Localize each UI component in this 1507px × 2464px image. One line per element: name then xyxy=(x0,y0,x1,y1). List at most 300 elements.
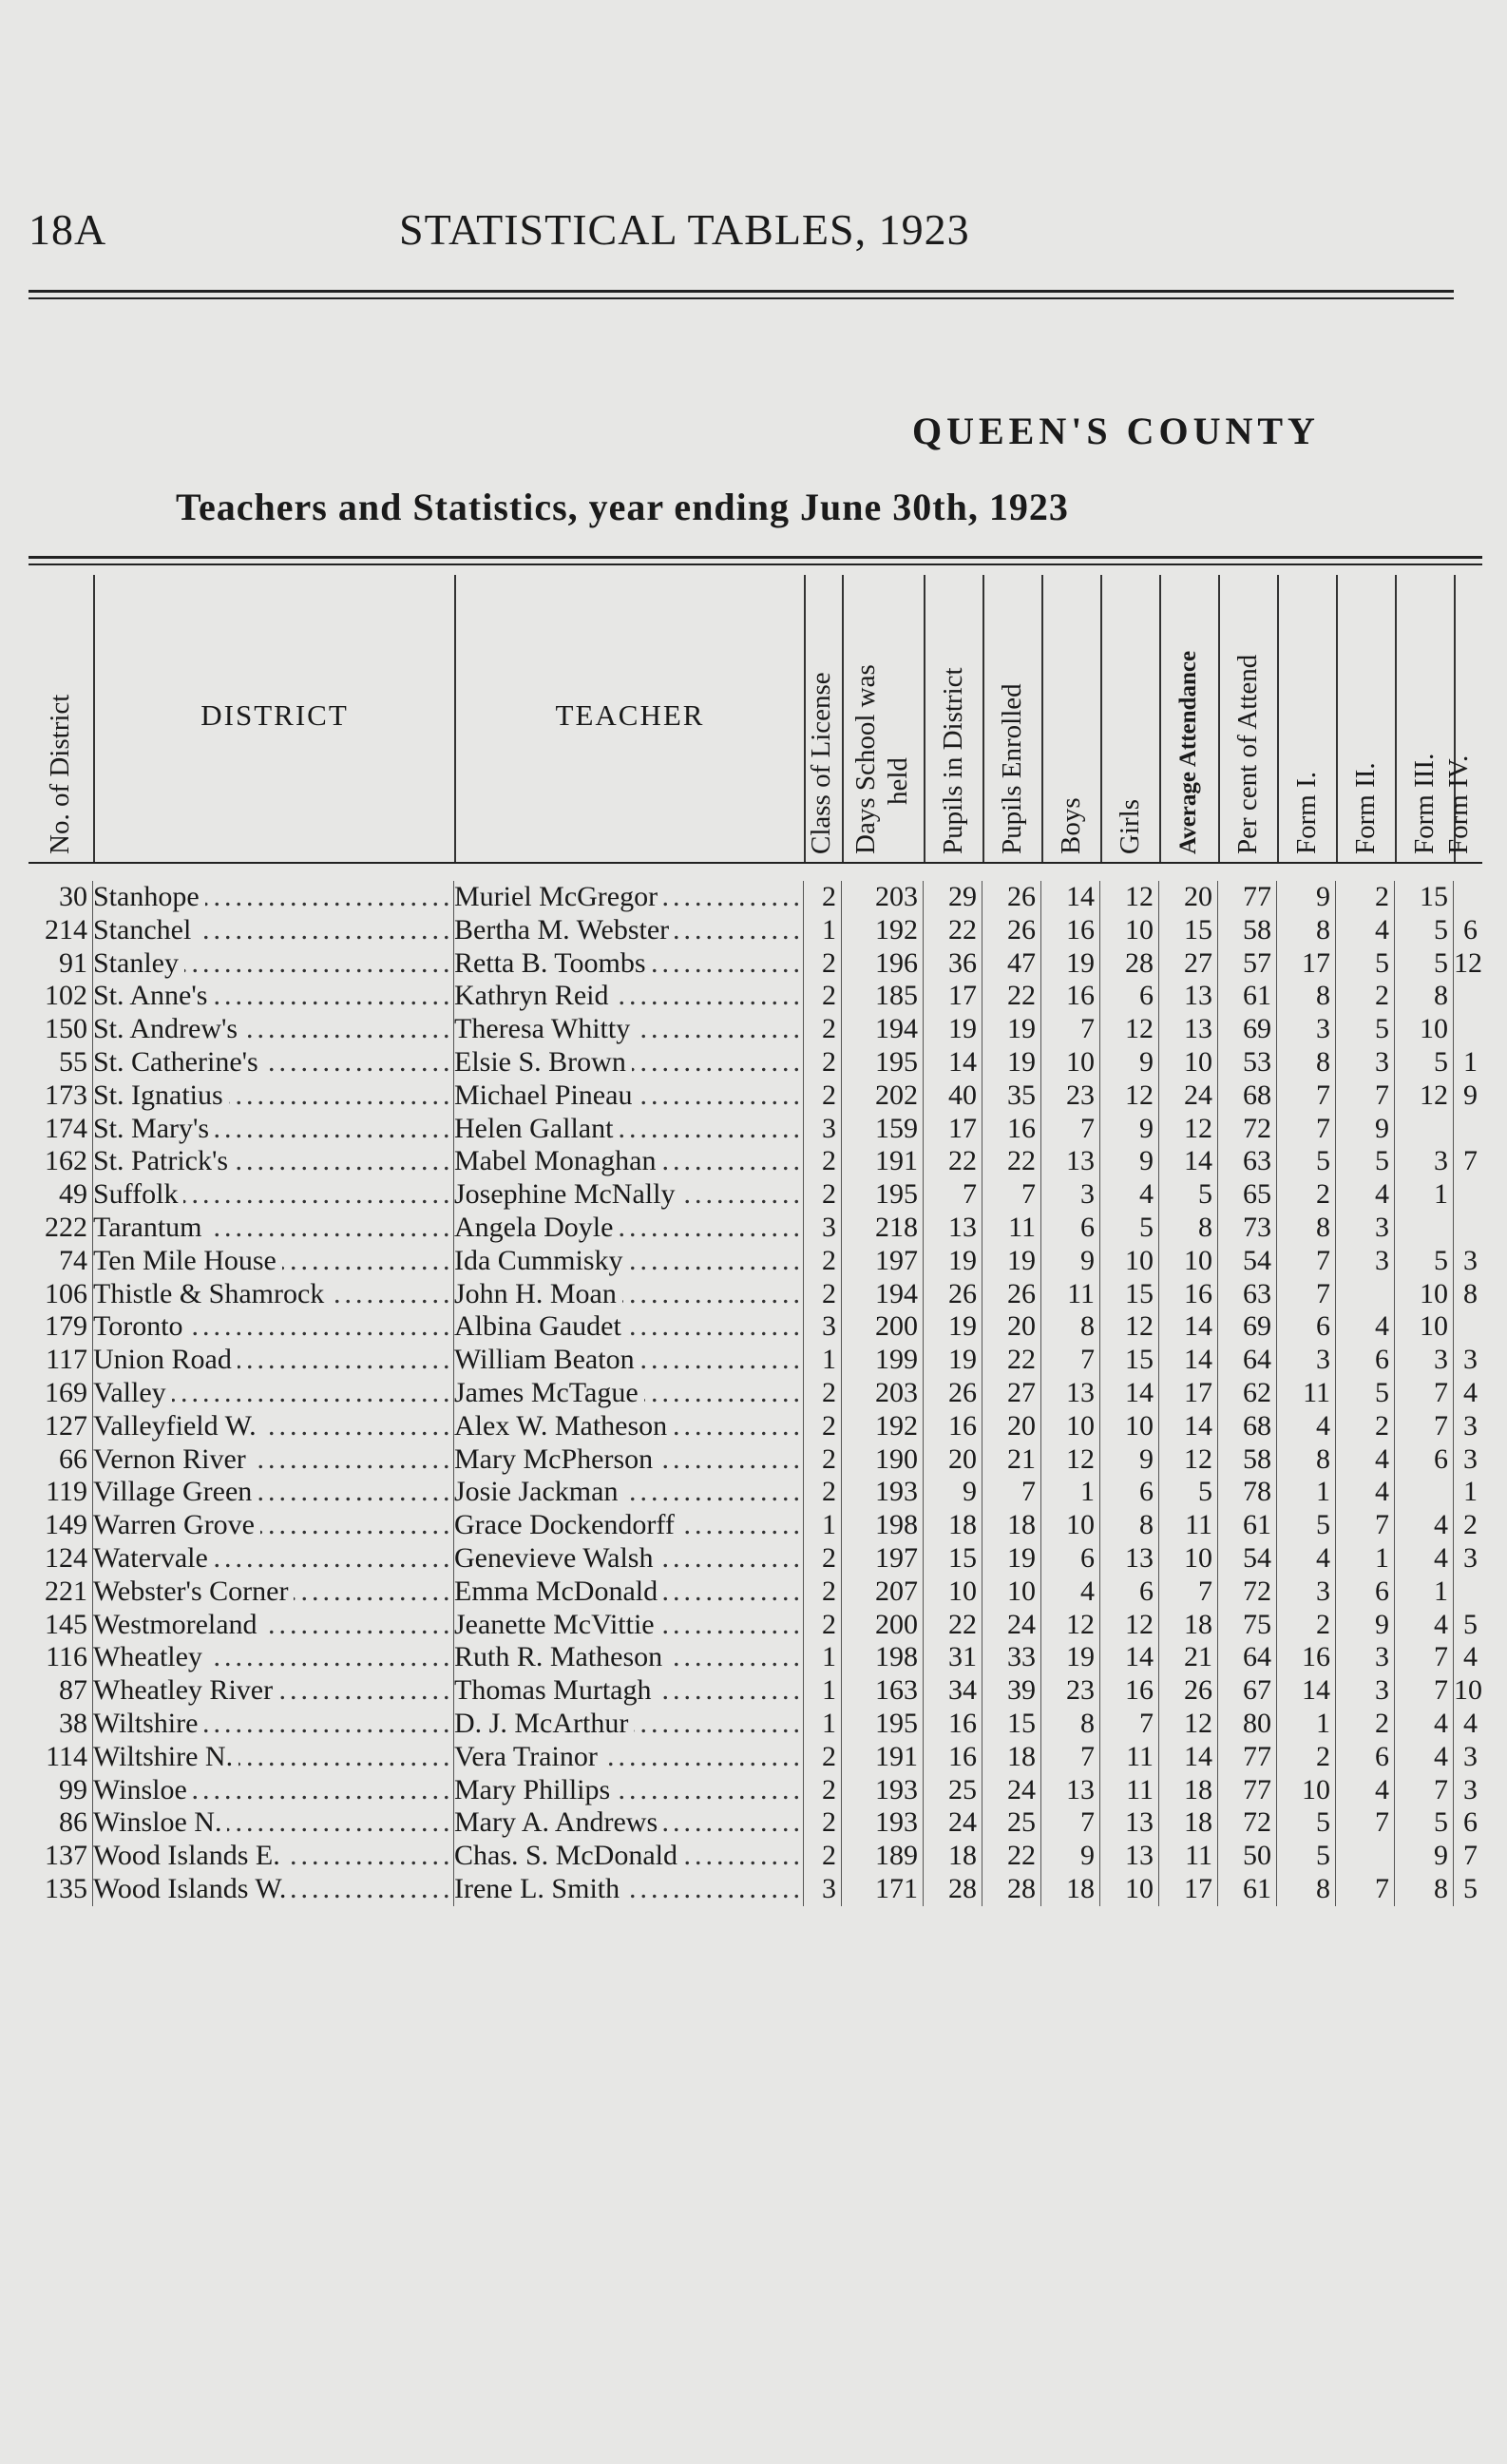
county-title: QUEEN'S COUNTY xyxy=(912,410,1320,452)
col-header-pct-label: Per cent of Attend xyxy=(1232,654,1263,854)
cell-days-held: 203 xyxy=(842,1377,924,1410)
cell-boys: 7 xyxy=(1041,1113,1100,1146)
col-header-days-label-2: held xyxy=(883,757,913,805)
cell-district-name xyxy=(93,1774,454,1807)
cell-girls: 10 xyxy=(1100,914,1159,947)
cell-percent-attendance: 53 xyxy=(1218,1046,1277,1079)
cell-teacher-name xyxy=(454,1509,804,1542)
col-header-avg-label: Average Attendance xyxy=(1175,650,1201,854)
cell-district-name xyxy=(93,1576,454,1609)
table-row xyxy=(29,1708,1482,1741)
cell-form-1: 5 xyxy=(1277,1840,1336,1873)
cell-district-name xyxy=(93,1113,454,1146)
cell-form-2: 2 xyxy=(1336,980,1395,1013)
cell-form-2: 4 xyxy=(1336,1310,1395,1344)
table-row xyxy=(29,1509,1482,1542)
cell-form-4 xyxy=(1454,1576,1482,1609)
cell-license-class: 2 xyxy=(804,1145,842,1178)
page-header xyxy=(29,204,1425,261)
cell-pupils-enrolled: 22 xyxy=(982,1145,1041,1178)
cell-days-held: 196 xyxy=(842,947,924,981)
cell-days-held: 191 xyxy=(842,1741,924,1774)
col-header-days xyxy=(842,575,924,862)
teacher-name-text: Genevieve Walsh xyxy=(454,1542,658,1574)
cell-pupils-in-district: 26 xyxy=(924,1377,982,1410)
cell-days-held: 193 xyxy=(842,1774,924,1807)
cell-boys: 16 xyxy=(1041,914,1100,947)
cell-form-2: 6 xyxy=(1336,1576,1395,1609)
cell-form-2: 2 xyxy=(1336,881,1395,914)
cell-pupils-in-district: 29 xyxy=(924,881,982,914)
cell-district-name xyxy=(93,980,454,1013)
cell-girls: 5 xyxy=(1100,1212,1159,1245)
col-header-form2 xyxy=(1336,575,1395,862)
cell-form-4 xyxy=(1454,1113,1482,1146)
table-row xyxy=(29,914,1482,947)
table-row xyxy=(29,1245,1482,1278)
cell-teacher-name xyxy=(454,980,804,1013)
cell-license-class: 3 xyxy=(804,1212,842,1245)
teacher-name-text: Mary A. Andrews xyxy=(454,1806,663,1838)
cell-form-3: 5 xyxy=(1395,914,1454,947)
cell-boys: 1 xyxy=(1041,1476,1100,1509)
cell-form-2: 1 xyxy=(1336,1542,1395,1576)
teacher-name-text: Vera Trainor xyxy=(454,1741,603,1772)
cell-district-name xyxy=(93,1840,454,1873)
cell-pupils-in-district: 25 xyxy=(924,1774,982,1807)
cell-pupils-enrolled: 39 xyxy=(982,1674,1041,1708)
cell-days-held: 163 xyxy=(842,1674,924,1708)
cell-license-class: 2 xyxy=(804,1576,842,1609)
cell-boys: 7 xyxy=(1041,1013,1100,1046)
cell-license-class: 2 xyxy=(804,1245,842,1278)
teacher-name-text: Albina Gaudet xyxy=(454,1310,627,1342)
cell-average-attendance: 18 xyxy=(1159,1806,1218,1840)
cell-percent-attendance: 68 xyxy=(1218,1410,1277,1443)
cell-percent-attendance: 78 xyxy=(1218,1476,1277,1509)
cell-pupils-enrolled: 26 xyxy=(982,1278,1041,1311)
cell-district-no: 99 xyxy=(29,1774,93,1807)
cell-days-held: 195 xyxy=(842,1708,924,1741)
table-row xyxy=(29,1212,1482,1245)
cell-form-3: 4 xyxy=(1395,1542,1454,1576)
cell-days-held: 195 xyxy=(842,1046,924,1079)
teacher-name-text: William Beaton xyxy=(454,1344,640,1375)
cell-days-held: 185 xyxy=(842,980,924,1013)
cell-boys: 13 xyxy=(1041,1377,1100,1410)
cell-form-4 xyxy=(1454,1178,1482,1212)
cell-form-3: 10 xyxy=(1395,1310,1454,1344)
cell-girls: 15 xyxy=(1100,1344,1159,1377)
cell-pupils-in-district: 14 xyxy=(924,1046,982,1079)
cell-pupils-in-district: 13 xyxy=(924,1212,982,1245)
cell-percent-attendance: 58 xyxy=(1218,914,1277,947)
cell-pupils-in-district: 19 xyxy=(924,1013,982,1046)
cell-girls: 12 xyxy=(1100,1079,1159,1113)
cell-boys: 16 xyxy=(1041,980,1100,1013)
cell-pupils-in-district: 18 xyxy=(924,1840,982,1873)
col-header-in-district xyxy=(924,575,982,862)
table-row xyxy=(29,881,1482,914)
cell-average-attendance: 26 xyxy=(1159,1674,1218,1708)
cell-boys: 10 xyxy=(1041,1410,1100,1443)
district-name-text: St. Ignatius xyxy=(93,1079,229,1111)
cell-form-1: 16 xyxy=(1277,1641,1336,1674)
col-header-no xyxy=(29,575,93,862)
district-name-text: Valley xyxy=(93,1377,172,1408)
cell-girls: 9 xyxy=(1100,1443,1159,1477)
cell-form-4: 7 xyxy=(1463,1840,1478,1872)
cell-teacher-name xyxy=(454,1542,804,1576)
cell-teacher-name xyxy=(454,1377,804,1410)
cell-form-2: 3 xyxy=(1336,1641,1395,1674)
cell-pupils-in-district: 16 xyxy=(924,1410,982,1443)
table-row xyxy=(29,1774,1482,1807)
cell-average-attendance: 12 xyxy=(1159,1443,1218,1477)
cell-form-4 xyxy=(1454,1013,1482,1046)
cell-form-4 xyxy=(1454,1212,1482,1245)
district-name-text: St. Andrew's xyxy=(93,1013,243,1044)
cell-form-1: 8 xyxy=(1277,914,1336,947)
col-header-no-label: No. of District xyxy=(45,694,75,854)
cell-form-3: 8 xyxy=(1395,980,1454,1013)
district-name-text: Webster's Corner xyxy=(93,1576,294,1607)
cell-district-no: 149 xyxy=(29,1509,93,1542)
cell-average-attendance: 15 xyxy=(1159,914,1218,947)
cell-teacher-name xyxy=(454,1310,804,1344)
cell-form-1: 2 xyxy=(1277,1178,1336,1212)
cell-pupils-in-district: 18 xyxy=(924,1509,982,1542)
teacher-name-text: Josephine McNally xyxy=(454,1178,680,1210)
cell-days-held: 218 xyxy=(842,1212,924,1245)
district-name-text: Valleyfield W. xyxy=(93,1410,262,1442)
cell-license-class: 2 xyxy=(804,1774,842,1807)
cell-district-name xyxy=(93,1079,454,1113)
cell-form-3: 7 xyxy=(1395,1641,1454,1674)
cell-form-2: 4 xyxy=(1336,1476,1395,1509)
cell-teacher-name xyxy=(454,1410,804,1443)
cell-days-held: 197 xyxy=(842,1542,924,1576)
cell-form-3: 4 xyxy=(1395,1609,1454,1642)
cell-license-class: 2 xyxy=(804,1079,842,1113)
cell-pupils-enrolled: 27 xyxy=(982,1377,1041,1410)
cell-form-1: 8 xyxy=(1277,1443,1336,1477)
cell-district-no: 124 xyxy=(29,1542,93,1576)
cell-girls: 9 xyxy=(1100,1145,1159,1178)
cell-pupils-in-district: 15 xyxy=(924,1542,982,1576)
cell-form-2: 3 xyxy=(1336,1046,1395,1079)
cell-district-no: 150 xyxy=(29,1013,93,1046)
cell-girls: 12 xyxy=(1100,1013,1159,1046)
cell-percent-attendance: 77 xyxy=(1218,1774,1277,1807)
cell-district-name xyxy=(93,1344,454,1377)
cell-teacher-name xyxy=(454,1178,804,1212)
cell-district-name xyxy=(93,914,454,947)
cell-girls: 14 xyxy=(1100,1641,1159,1674)
cell-form-2: 4 xyxy=(1336,1178,1395,1212)
cell-form-3: 10 xyxy=(1395,1013,1454,1046)
cell-teacher-name xyxy=(454,1344,804,1377)
cell-pupils-enrolled: 20 xyxy=(982,1410,1041,1443)
cell-district-no: 173 xyxy=(29,1079,93,1113)
district-name-text: Wiltshire xyxy=(93,1708,203,1739)
cell-days-held: 171 xyxy=(842,1873,924,1906)
district-name-text: Tarantum xyxy=(93,1212,208,1243)
cell-teacher-name xyxy=(454,1873,804,1906)
cell-pupils-enrolled: 18 xyxy=(982,1741,1041,1774)
cell-pupils-in-district: 24 xyxy=(924,1806,982,1840)
cell-form-4: 4 xyxy=(1463,1707,1478,1739)
col-header-license xyxy=(804,575,842,862)
cell-average-attendance: 17 xyxy=(1159,1873,1218,1906)
cell-average-attendance: 14 xyxy=(1159,1410,1218,1443)
cell-pupils-enrolled: 33 xyxy=(982,1641,1041,1674)
cell-district-no: 169 xyxy=(29,1377,93,1410)
cell-form-1: 4 xyxy=(1277,1410,1336,1443)
cell-boys: 19 xyxy=(1041,947,1100,981)
cell-form-3: 15 xyxy=(1395,881,1454,914)
district-name-text: St. Catherine's xyxy=(93,1046,264,1078)
cell-girls: 10 xyxy=(1100,1410,1159,1443)
cell-girls: 28 xyxy=(1100,947,1159,981)
cell-form-3: 12 xyxy=(1395,1079,1454,1113)
cell-district-name xyxy=(93,947,454,981)
cell-form-1: 7 xyxy=(1277,1245,1336,1278)
cell-boys: 6 xyxy=(1041,1542,1100,1576)
district-name-text: Westmoreland xyxy=(93,1609,263,1640)
cell-days-held: 189 xyxy=(842,1840,924,1873)
district-name-text: Winsloe xyxy=(93,1774,193,1805)
cell-pupils-enrolled: 19 xyxy=(982,1245,1041,1278)
teacher-name-text: Grace Dockendorff xyxy=(454,1509,680,1540)
cell-form-4 xyxy=(1454,980,1482,1013)
cell-district-no: 119 xyxy=(29,1476,93,1509)
cell-pupils-enrolled: 22 xyxy=(982,1344,1041,1377)
cell-percent-attendance: 64 xyxy=(1218,1641,1277,1674)
cell-average-attendance: 10 xyxy=(1159,1245,1218,1278)
col-header-girls-label: Girls xyxy=(1115,799,1145,854)
cell-form-2: 7 xyxy=(1336,1509,1395,1542)
cell-girls: 12 xyxy=(1100,1310,1159,1344)
cell-average-attendance: 27 xyxy=(1159,947,1218,981)
district-name-text: Stanchel xyxy=(93,914,197,945)
teacher-name-text: D. J. McArthur xyxy=(454,1708,634,1739)
cell-form-3 xyxy=(1395,1113,1454,1146)
cell-boys: 7 xyxy=(1041,1741,1100,1774)
col-header-girls xyxy=(1100,575,1159,862)
cell-district-no: 91 xyxy=(29,947,93,981)
cell-form-2: 9 xyxy=(1336,1113,1395,1146)
cell-pupils-in-district: 17 xyxy=(924,1113,982,1146)
cell-pupils-enrolled: 15 xyxy=(982,1708,1041,1741)
cell-girls: 6 xyxy=(1100,1476,1159,1509)
cell-district-no: 102 xyxy=(29,980,93,1013)
cell-teacher-name xyxy=(454,1609,804,1642)
table-header xyxy=(29,575,1482,864)
cell-form-1: 9 xyxy=(1277,881,1336,914)
cell-pupils-in-district: 19 xyxy=(924,1344,982,1377)
teacher-name-text: Alex W. Matheson xyxy=(454,1410,673,1442)
running-title: STATISTICAL TABLES, 1923 xyxy=(399,205,970,254)
cell-form-3: 8 xyxy=(1395,1873,1454,1906)
cell-girls: 12 xyxy=(1100,1609,1159,1642)
col-header-district-label: DISTRICT xyxy=(200,698,349,732)
cell-district-no: 74 xyxy=(29,1245,93,1278)
cell-percent-attendance: 69 xyxy=(1218,1013,1277,1046)
cell-boys: 6 xyxy=(1041,1212,1100,1245)
cell-district-name xyxy=(93,1708,454,1741)
district-name-text: Ten Mile House xyxy=(93,1245,282,1276)
cell-form-1: 2 xyxy=(1277,1741,1336,1774)
table-body xyxy=(29,881,1482,1906)
cell-average-attendance: 14 xyxy=(1159,1344,1218,1377)
cell-form-4: 2 xyxy=(1463,1509,1478,1541)
cell-percent-attendance: 80 xyxy=(1218,1708,1277,1741)
cell-form-4: 3 xyxy=(1463,1344,1478,1376)
district-name-text: Winsloe N. xyxy=(93,1806,227,1838)
teacher-name-text: Ruth R. Matheson xyxy=(454,1641,668,1672)
cell-average-attendance: 12 xyxy=(1159,1113,1218,1146)
cell-boys: 23 xyxy=(1041,1079,1100,1113)
cell-district-no: 30 xyxy=(29,881,93,914)
cell-days-held: 207 xyxy=(842,1576,924,1609)
cell-percent-attendance: 69 xyxy=(1218,1310,1277,1344)
cell-teacher-name xyxy=(454,1576,804,1609)
cell-pupils-enrolled: 28 xyxy=(982,1873,1041,1906)
table-row xyxy=(29,980,1482,1013)
cell-teacher-name xyxy=(454,1674,804,1708)
cell-license-class: 2 xyxy=(804,1741,842,1774)
col-header-enrolled xyxy=(982,575,1041,862)
cell-district-no: 86 xyxy=(29,1806,93,1840)
cell-district-no: 87 xyxy=(29,1674,93,1708)
cell-teacher-name xyxy=(454,1840,804,1873)
cell-girls: 15 xyxy=(1100,1278,1159,1311)
cell-form-3: 3 xyxy=(1395,1145,1454,1178)
cell-days-held: 194 xyxy=(842,1278,924,1311)
page-number: 18A xyxy=(29,205,107,254)
cell-girls: 8 xyxy=(1100,1509,1159,1542)
cell-pupils-enrolled: 26 xyxy=(982,914,1041,947)
district-name-text: Wheatley River xyxy=(93,1674,278,1706)
cell-form-2: 5 xyxy=(1336,1145,1395,1178)
cell-days-held: 191 xyxy=(842,1145,924,1178)
cell-percent-attendance: 62 xyxy=(1218,1377,1277,1410)
col-header-form3-label: Form III. xyxy=(1409,753,1440,854)
cell-district-no: 114 xyxy=(29,1741,93,1774)
title-rule xyxy=(29,556,1482,565)
cell-average-attendance: 10 xyxy=(1159,1046,1218,1079)
cell-boys: 10 xyxy=(1041,1509,1100,1542)
table-row xyxy=(29,1476,1482,1509)
table-row xyxy=(29,1840,1482,1873)
cell-pupils-in-district: 28 xyxy=(924,1873,982,1906)
cell-form-2 xyxy=(1336,1840,1395,1873)
table-row xyxy=(29,1178,1482,1212)
cell-percent-attendance: 73 xyxy=(1218,1212,1277,1245)
cell-boys: 8 xyxy=(1041,1310,1100,1344)
cell-percent-attendance: 72 xyxy=(1218,1113,1277,1146)
cell-license-class: 1 xyxy=(804,1509,842,1542)
cell-district-name xyxy=(93,881,454,914)
cell-form-1: 14 xyxy=(1277,1674,1336,1708)
cell-days-held: 193 xyxy=(842,1806,924,1840)
cell-percent-attendance: 75 xyxy=(1218,1609,1277,1642)
district-name-text: St. Patrick's xyxy=(93,1145,234,1176)
cell-girls: 7 xyxy=(1100,1708,1159,1741)
cell-district-name xyxy=(93,1410,454,1443)
cell-boys: 7 xyxy=(1041,1344,1100,1377)
cell-form-2: 3 xyxy=(1336,1245,1395,1278)
cell-boys: 7 xyxy=(1041,1806,1100,1840)
cell-district-no: 38 xyxy=(29,1708,93,1741)
cell-form-1: 1 xyxy=(1277,1708,1336,1741)
cell-average-attendance: 24 xyxy=(1159,1079,1218,1113)
cell-form-3: 10 xyxy=(1395,1278,1454,1311)
col-header-in-district-label: Pupils in District xyxy=(938,667,968,854)
district-name-text: Toronto xyxy=(93,1310,189,1342)
cell-form-4: 4 xyxy=(1463,1641,1478,1673)
cell-pupils-enrolled: 7 xyxy=(982,1178,1041,1212)
cell-license-class: 2 xyxy=(804,1806,842,1840)
cell-percent-attendance: 61 xyxy=(1218,1873,1277,1906)
cell-boys: 13 xyxy=(1041,1774,1100,1807)
cell-average-attendance: 5 xyxy=(1159,1178,1218,1212)
cell-form-4: 6 xyxy=(1463,913,1478,945)
cell-district-name xyxy=(93,1641,454,1674)
cell-boys: 4 xyxy=(1041,1576,1100,1609)
teacher-name-text: Muriel McGregor xyxy=(454,881,663,912)
cell-percent-attendance: 54 xyxy=(1218,1542,1277,1576)
cell-form-3: 4 xyxy=(1395,1708,1454,1741)
cell-pupils-enrolled: 20 xyxy=(982,1310,1041,1344)
cell-form-4: 3 xyxy=(1463,1442,1478,1475)
cell-pupils-in-district: 36 xyxy=(924,947,982,981)
cell-form-4: 8 xyxy=(1463,1277,1478,1309)
cell-district-name xyxy=(93,1377,454,1410)
cell-form-4: 3 xyxy=(1463,1409,1478,1442)
header-rule xyxy=(29,290,1454,299)
cell-license-class: 2 xyxy=(804,1377,842,1410)
cell-district-name xyxy=(93,1245,454,1278)
cell-license-class: 2 xyxy=(804,1278,842,1311)
cell-license-class: 2 xyxy=(804,1013,842,1046)
cell-pupils-enrolled: 22 xyxy=(982,980,1041,1013)
cell-form-3: 4 xyxy=(1395,1741,1454,1774)
cell-district-name xyxy=(93,1212,454,1245)
cell-days-held: 195 xyxy=(842,1178,924,1212)
cell-district-no: 135 xyxy=(29,1873,93,1906)
cell-boys: 8 xyxy=(1041,1708,1100,1741)
cell-form-3: 5 xyxy=(1395,1806,1454,1840)
cell-girls: 13 xyxy=(1100,1806,1159,1840)
cell-district-name xyxy=(93,1806,454,1840)
cell-teacher-name xyxy=(454,1806,804,1840)
cell-average-attendance: 18 xyxy=(1159,1774,1218,1807)
cell-average-attendance: 21 xyxy=(1159,1641,1218,1674)
cell-district-no: 127 xyxy=(29,1410,93,1443)
cell-district-name xyxy=(93,1443,454,1477)
cell-form-1: 4 xyxy=(1277,1542,1336,1576)
cell-form-3: 6 xyxy=(1395,1443,1454,1477)
col-header-form1 xyxy=(1277,575,1336,862)
cell-days-held: 199 xyxy=(842,1344,924,1377)
cell-pupils-in-district: 22 xyxy=(924,914,982,947)
cell-days-held: 200 xyxy=(842,1609,924,1642)
cell-form-3: 9 xyxy=(1395,1840,1454,1873)
cell-girls: 4 xyxy=(1100,1178,1159,1212)
cell-pupils-enrolled: 35 xyxy=(982,1079,1041,1113)
